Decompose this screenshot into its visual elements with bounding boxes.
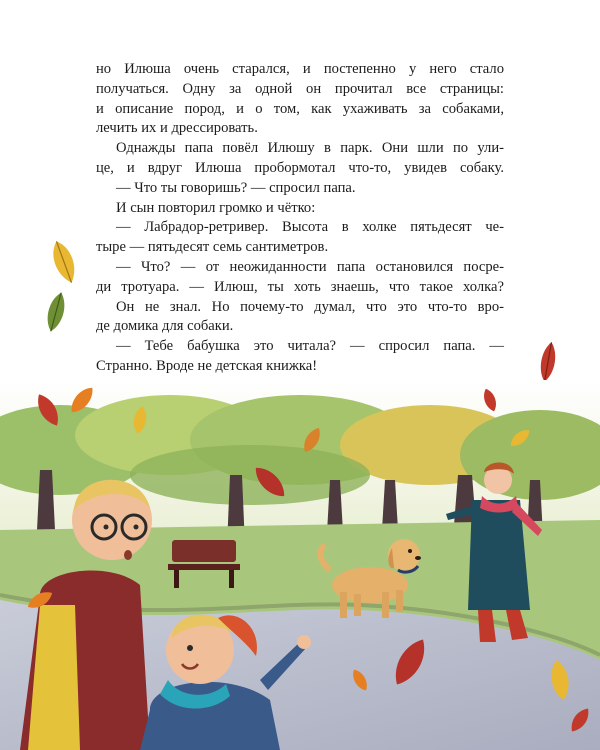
- leaf-red-icon: [538, 341, 558, 383]
- leaf-yellow-icon: [48, 238, 80, 286]
- park-illustration: [0, 380, 600, 750]
- text-line: ди тротуара. — Илюш, ты хоть знаешь, что такое холка?: [96, 278, 504, 295]
- text-line: тыре — пятьдесят семь сантиметров.: [96, 239, 329, 256]
- story-text: [96, 60, 504, 397]
- text-line: Странно. Вроде не детская книжка!: [96, 357, 318, 374]
- text-line: — Лабрадор-ретривер. Высота в холке пятьдесят че-: [116, 219, 504, 236]
- text-line: получаться. Одну за одной он прочитал все страницы:: [96, 80, 504, 97]
- text-line: — Тебе бабушка это читала? — спросил папа. —: [116, 338, 504, 355]
- text-line: И сын повторил громко и чётко:: [116, 199, 316, 216]
- text-line: це, и вдруг Илюша пробормотал что-то, увидев собаку.: [96, 159, 504, 176]
- text-line: лечить их и дрессировать.: [96, 120, 258, 137]
- text-line: но Илюша очень старался, и постепенно у него стало: [96, 61, 504, 77]
- text-line: Однажды папа повёл Илюшу в парк. Они шли по ули-: [116, 140, 504, 157]
- text-line: — Что? — от неожиданности папа остановился посре-: [116, 258, 504, 275]
- text-line: — Что ты говоришь? — спросил папа.: [116, 179, 356, 196]
- text-line: Он не знал. Но почему-то думал, что это что-то вро-: [116, 298, 504, 315]
- text-line: и описание пород, и о том, как ухаживать за собаками,: [96, 100, 504, 117]
- leaf-green-icon: [44, 291, 69, 334]
- text-line: де домика для собаки.: [96, 318, 234, 335]
